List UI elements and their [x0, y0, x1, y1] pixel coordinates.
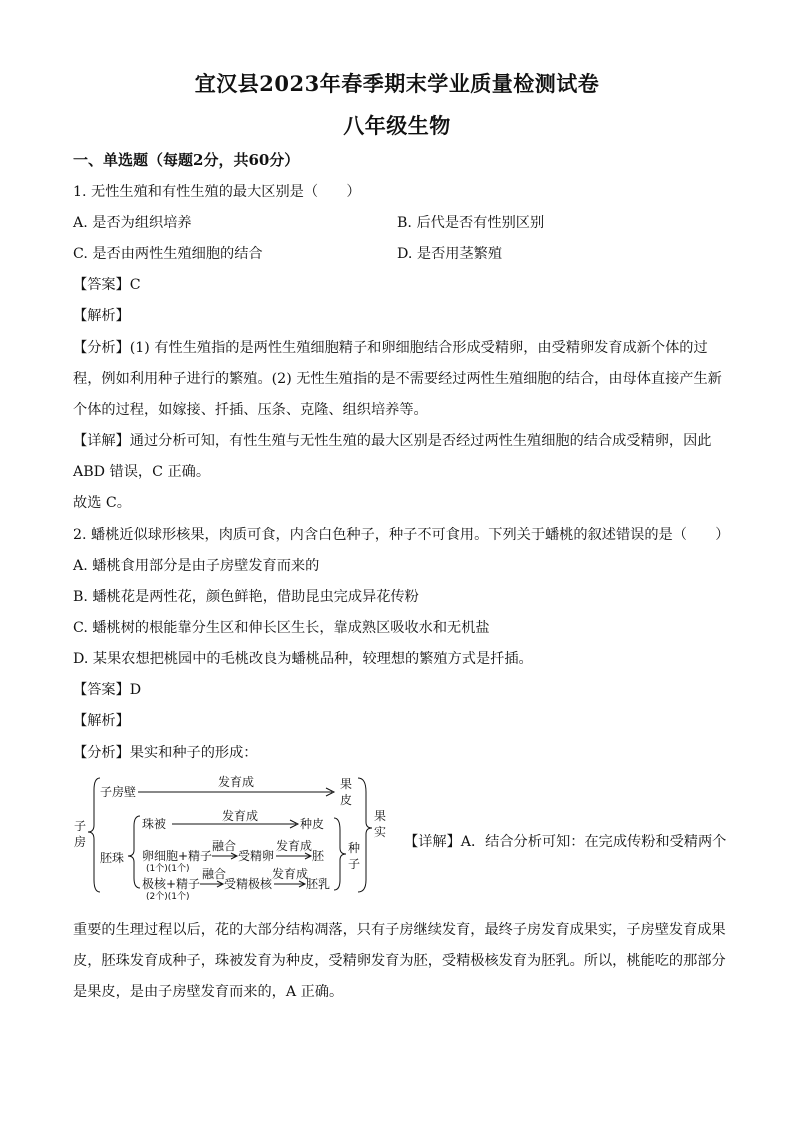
diagram-zhubei: 珠被 — [142, 817, 167, 831]
q1-option-c: C. 是否由两性生殖细胞的结合 — [73, 246, 263, 262]
q2-detail-line-2: 重要的生理过程以后，花的大部分结构凋落，只有子房继续发育，最终子房发育成果实，子房壁发育成果 — [73, 922, 726, 938]
diagram-fayucheng-4: 发育成 — [272, 867, 309, 881]
diagram-fayucheng-1: 发育成 — [218, 775, 255, 789]
fruit-seed-formation-diagram — [70, 770, 390, 900]
diagram-ronghe-1: 融合 — [212, 839, 237, 853]
page-title: 宜汉县2023年春季期末学业质量检测试卷 — [194, 71, 600, 96]
diagram-peiru: 胚乳 — [306, 877, 331, 891]
diagram-shoujingluan: 受精卵 — [238, 849, 275, 863]
q1-analysis-line-1: 【分析】(1) 有性生殖指的是两性生殖细胞精子和卵细胞结合形成受精卵，由受精卵发育成新个体的过 — [73, 340, 708, 356]
q2-analysis-line-1: 【分析】果实和种子的形成： — [73, 745, 258, 761]
diagram-guo: 果 — [340, 777, 353, 791]
q2-option-a: A. 蟠桃食用部分是由子房壁发育而来的 — [73, 558, 320, 574]
q1-option-b: B. 后代是否有性别区别 — [397, 215, 545, 231]
q2-stem: 2. 蟠桃近似球形核果，肉质可食，内含白色种子，种子不可食用。下列关于蟠桃的叙述错误的是（ ） — [73, 527, 730, 543]
q1-answer: 【答案】C — [73, 277, 141, 293]
diagram-zhong: 种 — [348, 841, 361, 855]
q1-option-a: A. 是否为组织培养 — [73, 215, 192, 231]
section-heading: 一、单选题（每题2分，共60分） — [73, 151, 300, 169]
diagram-pei: 胚 — [312, 849, 325, 863]
diagram-fayucheng-2: 发育成 — [222, 809, 259, 823]
diagram-fayucheng-3: 发育成 — [276, 839, 313, 853]
q2-option-c: C. 蟠桃树的根能靠分生区和伸长区生长，靠成熟区吸收水和无机盐 — [73, 620, 490, 636]
q2-detail-side: 【详解】A．结合分析可知：在完成传粉和受精两个 — [404, 834, 727, 850]
q2-answer: 【答案】D — [73, 682, 142, 698]
q1-choose: 故选 C。 — [73, 495, 131, 511]
diagram-peizhu: 胚珠 — [100, 851, 125, 865]
diagram-luan-count: (1个)(1个) — [146, 864, 190, 874]
diagram-jihe: 极核+精子 — [142, 877, 201, 891]
q2-detail-line-4: 是果皮，是由子房壁发育而来的，A 正确。 — [73, 984, 344, 1000]
diagram-zifangbi: 子房壁 — [100, 785, 137, 799]
diagram-pi: 皮 — [340, 793, 353, 807]
diagram-shi-1: 果 — [374, 809, 387, 823]
diagram-fang: 房 — [74, 835, 87, 849]
diagram-zi: 子 — [74, 819, 87, 833]
page-subtitle: 八年级生物 — [343, 113, 451, 138]
q1-analysis-line-2: 程，例如利用种子进行的繁殖。(2) 无性生殖指的是不需要经过两性生殖细胞的结合，由母体直接产生新 — [73, 371, 722, 387]
q1-detail-line-2: ABD 错误，C 正确。 — [73, 464, 211, 480]
q1-detail-line-1: 【详解】通过分析可知，有性生殖与无性生殖的最大区别是否经过两性生殖细胞的结合成受精卵，因此 — [73, 433, 712, 449]
q1-option-d: D. 是否用茎繁殖 — [397, 246, 503, 262]
q1-analysis-line-3: 个体的过程，如嫁接、扦插、压条、克隆、组织培养等。 — [73, 402, 428, 418]
diagram-shoujingjihe: 受精极核 — [224, 877, 273, 891]
diagram-zi2: 子 — [348, 857, 361, 871]
q2-detail-line-3: 皮，胚珠发育成种子，珠被发育为种皮，受精卵发育为胚，受精极核发育为胚乳。所以，桃能吃的那部分 — [73, 953, 726, 969]
q2-option-d: D. 某果农想把桃园中的毛桃改良为蟠桃品种，较理想的繁殖方式是扦插。 — [73, 651, 533, 667]
diagram-jihe-count: (2个)(1个) — [146, 892, 190, 900]
diagram-ronghe-2: 融合 — [202, 867, 227, 881]
q2-option-b: B. 蟠桃花是两性花，颜色鲜艳，借助昆虫完成异花传粉 — [73, 589, 419, 605]
diagram-zhongpi: 种皮 — [300, 817, 325, 831]
q1-stem: 1. 无性生殖和有性生殖的最大区别是（ ） — [73, 184, 361, 200]
q1-analysis-tag: 【解析】 — [73, 308, 130, 324]
q2-analysis-tag: 【解析】 — [73, 713, 130, 729]
diagram-luanxibao: 卵细胞+精子 — [142, 849, 213, 863]
diagram-shi-2: 实 — [374, 825, 387, 839]
